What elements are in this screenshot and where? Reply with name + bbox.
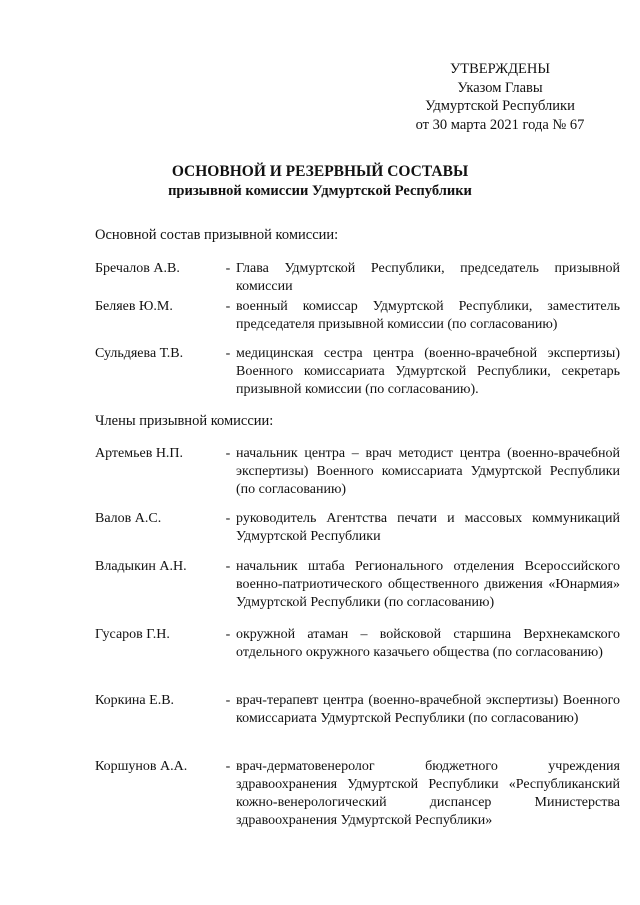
member-role: врач-терапевт центра (военно-врачебной экспертизы) Военного комиссариата Удмуртской Республики (по согласованию) [236, 693, 620, 726]
title-line-main: ОСНОВНОЙ И РЕЗЕРВНЫЙ СОСТАВЫ [171, 163, 469, 180]
entry-dash: - [225, 346, 231, 361]
member-entry [95, 510, 620, 546]
approval-line-decree: Указом Главы [457, 79, 543, 96]
member-entry [95, 445, 620, 499]
member-name: Сульдяева Т.В. [95, 346, 184, 361]
entry-dash: - [225, 299, 231, 314]
member-entry [95, 626, 620, 662]
document-title [0, 162, 640, 200]
member-name: Валов А.С. [95, 511, 162, 526]
members-heading: Члены призывной комиссии: [95, 413, 274, 429]
member-role: медицинская сестра центра (военно-врачебной экспертизы) Военного комиссариата Удмуртской Республики, секретарь призывной комиссии (по согласованию). [236, 346, 620, 397]
member-name: Владыкин А.Н. [95, 559, 187, 574]
member-name: Коршунов А.А. [95, 759, 188, 774]
entry-dash: - [225, 693, 231, 708]
entry-dash: - [225, 627, 231, 642]
member-role: врач-дерматовенеролог бюджетного учреждения здравоохранения Удмуртской Республики «Республиканский кожно-венерологический диспансер Министерства здравоохранения Удмуртской Республики» [236, 759, 620, 828]
member-role: военный комиссар Удмуртской Республики, заместитель председателя призывной комиссии (по согласованию) [236, 299, 620, 332]
member-role: начальник штаба Регионального отделения Всероссийского военно-патриотического общественного движения «Юнармия» Удмуртской Республики (по согласованию) [236, 559, 620, 610]
approval-line-republic: Удмуртской Республики [425, 98, 575, 114]
member-name: Артемьев Н.П. [95, 446, 184, 461]
title-line-sub: призывной комиссии Удмуртской Республики [168, 183, 472, 199]
entry-dash: - [225, 511, 231, 526]
member-role: окружной атаман – войсковой старшина Верхнекамского отдельного окружного казачьего общества (по согласованию) [236, 627, 620, 660]
entry-dash: - [225, 759, 231, 774]
approval-stamp [400, 60, 600, 134]
main-composition-heading: Основной состав призывной комиссии: [95, 227, 339, 243]
entry-dash: - [225, 446, 231, 461]
member-name: Коркина Е.В. [95, 693, 175, 708]
member-entry [95, 345, 620, 399]
member-name: Бречалов А.В. [95, 261, 180, 276]
member-entry [95, 298, 620, 334]
member-role: Глава Удмуртской Республики, председатель призывной комиссии [236, 261, 620, 294]
approval-line-approved: УТВЕРЖДЕНЫ [449, 61, 551, 77]
entry-dash: - [225, 261, 231, 276]
member-entry [95, 558, 620, 612]
member-entry [95, 758, 620, 830]
member-name: Гусаров Г.Н. [95, 627, 170, 642]
approval-line-date: от 30 марта 2021 года № 67 [415, 116, 585, 133]
member-role: начальник центра – врач методист центра (военно-врачебной экспертизы) Военного комиссариата Удмуртской Республики (по согласованию) [236, 446, 620, 497]
entry-dash: - [225, 559, 231, 574]
member-role: руководитель Агентства печати и массовых коммуникаций Удмуртской Республики [236, 511, 620, 544]
member-name: Беляев Ю.М. [95, 299, 173, 314]
member-entry [95, 260, 620, 296]
member-entry [95, 692, 620, 728]
